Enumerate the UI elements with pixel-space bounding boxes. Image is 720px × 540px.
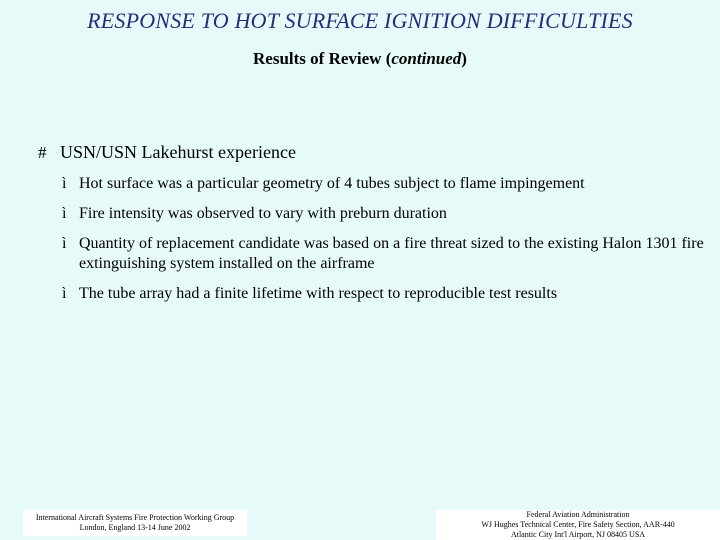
subtitle-prefix: Results of Review ( — [253, 49, 392, 68]
sub-bullet-text: Quantity of replacement candidate was based on a fire threat sized to the existing Halon 1301 fire extinguishing system installed on the airframe — [79, 235, 704, 272]
sub-bullet — [62, 174, 717, 194]
footer-right-line-1: Federal Aviation Administration — [526, 510, 630, 519]
sub-bullet-marker-icon: ì — [62, 175, 67, 192]
sub-bullet-marker-icon: ì — [62, 205, 67, 222]
footer-left — [23, 510, 247, 536]
sub-bullet-text: Hot surface was a particular geometry of 4 tubes subject to flame impingement — [79, 175, 585, 192]
sub-bullet-marker-icon: ì — [62, 235, 67, 252]
bullet-marker-icon: # — [38, 143, 47, 162]
main-bullet — [38, 142, 296, 163]
footer-right-line-3: Atlantic City Int'l Airport, NJ 08405 USA — [510, 530, 646, 539]
main-bullet-text: USN/USN Lakehurst experience — [60, 142, 296, 162]
footer-right-line-2: WJ Hughes Technical Center, Fire Safety Section, AAR-440 — [481, 520, 675, 529]
sub-bullet-text: Fire intensity was observed to vary with preburn duration — [79, 205, 447, 222]
footer-right — [436, 510, 720, 540]
footer-left-line-1: International Aircraft Systems Fire Protection Working Group — [35, 513, 235, 522]
footer-left-line-2: London, England 13-14 June 2002 — [79, 523, 191, 532]
slide-title: RESPONSE TO HOT SURFACE IGNITION DIFFICULTIES — [87, 8, 633, 33]
sub-bullet — [62, 234, 717, 274]
sub-bullet — [62, 284, 717, 304]
sub-bullet-marker-icon: ì — [62, 285, 67, 302]
slide-subtitle — [0, 49, 720, 69]
sub-bullet-text: The tube array had a finite lifetime with respect to reproducible test results — [79, 285, 558, 302]
subtitle-emphasis: continued — [391, 49, 462, 68]
subtitle-suffix: ) — [461, 49, 467, 68]
sub-bullet — [62, 204, 717, 224]
